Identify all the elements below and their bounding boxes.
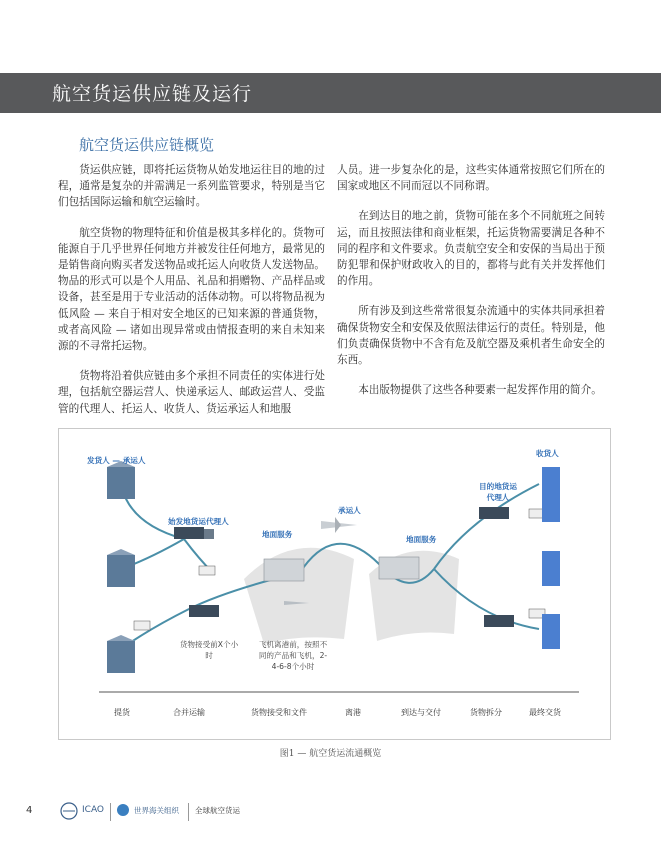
paragraph: 航空货物的物理特征和价值是极其多样化的。货物可能源自于几乎世界任何地方并被发往任何地方，最常见的是销售商向购买者发送物品或托运人向收货人发送物品。物品的形式可以是个人用品、礼品和捐赠物、产品样品或设备，甚至是用于专业活动的活体动物。可以将物品视为低风险 — 来自于相对安全地区的已知来源的普通货物，或者高风险 — 诸如出现异常或由情报查明的来自未知来源的不寻常托运物。 [58, 226, 325, 353]
icao-emblem-icon [60, 802, 78, 820]
paragraph: 本出版物提供了这些各种要素一起发挥作用的简介。 [358, 384, 602, 397]
icao-logo-text: ICAO [82, 805, 105, 815]
paragraph: 人员。进一步复杂化的是，这些实体通常按照它们所在的国家或地区不同而冠以不同称谓。 [337, 164, 605, 193]
section-title: 航空货运供应链概览 [79, 136, 215, 154]
footer-divider [110, 803, 111, 821]
flow-diagram [59, 429, 610, 739]
figure-caption: 图1 — 航空货运流通概览 [279, 749, 382, 759]
label-ground-service-origin: 地面服务 [262, 530, 293, 539]
page-number: 4 [26, 805, 33, 816]
page-footer [0, 800, 661, 830]
stage-label: 货物接受和文件 [251, 708, 307, 717]
label-origin-agent: 始发地货运代理人 [168, 517, 229, 526]
stage-label: 提货 [114, 708, 130, 717]
paragraph: 货物将沿着供应链由多个承担不同责任的实体进行处理，包括航空器运营人、快递承运人、邮政运营人、受监管的代理人、托运人、收货人、货运承运人和地服 [58, 370, 325, 415]
label-shipper-carrier: 发货人 — 承运人 [87, 456, 146, 465]
series-title: 全球航空货运 [195, 806, 240, 815]
chapter-banner [0, 73, 661, 113]
label-dest-agent: 目的地货运代理人 [479, 482, 517, 502]
warehouse-icon [107, 461, 135, 673]
stage-label: 到达与交付 [401, 708, 441, 717]
wco-logo-text: 世界海关组织 [134, 806, 179, 815]
text-column-right [337, 162, 605, 412]
skyscraper-icon [542, 467, 560, 649]
stage-label: 货物拆分 [470, 708, 502, 717]
label-acceptance-note: 货物接受前X个小时 [179, 640, 239, 660]
supply-chain-figure [58, 428, 611, 740]
stage-label: 合并运输 [173, 708, 205, 717]
label-consignee: 收货人 [536, 449, 559, 458]
label-departure-note: 飞机离港前，按照不同的产品和飞机，2-4-6-8个小时 [258, 640, 328, 671]
label-carrier: 承运人 [338, 506, 361, 515]
stage-label: 离港 [345, 708, 361, 717]
paragraph: 在到达目的地之前，货物可能在多个不同航班之间转运，而且按照法律和商业框架，托运货物需要满足各种不同的程序和文件要求。负责航空安全和安保的当局出于预防犯罪和保护财政收入的目的，都将与此有关并发挥他们的作用。 [337, 210, 605, 288]
label-ground-service-dest: 地面服务 [406, 535, 437, 544]
paragraph: 货运供应链，即将托运货物从始发地运往目的地的过程，通常是复杂的并需满足一系列监管要求，特别是当它们包括国际运输和航空运输时。 [58, 164, 325, 209]
paragraph: 所有涉及到这些常常很复杂流通中的实体共同承担着确保货物安全和安保及依照法律运行的责任。特别是，他们负责确保货物中不含有危及航空器及乘机者生命安全的东西。 [337, 305, 605, 367]
text-column-left [58, 162, 325, 431]
stage-label: 最终交货 [529, 708, 561, 717]
wco-emblem-icon [116, 803, 130, 817]
chapter-title: 航空货运供应链及运行 [52, 83, 253, 105]
footer-divider [188, 803, 189, 821]
